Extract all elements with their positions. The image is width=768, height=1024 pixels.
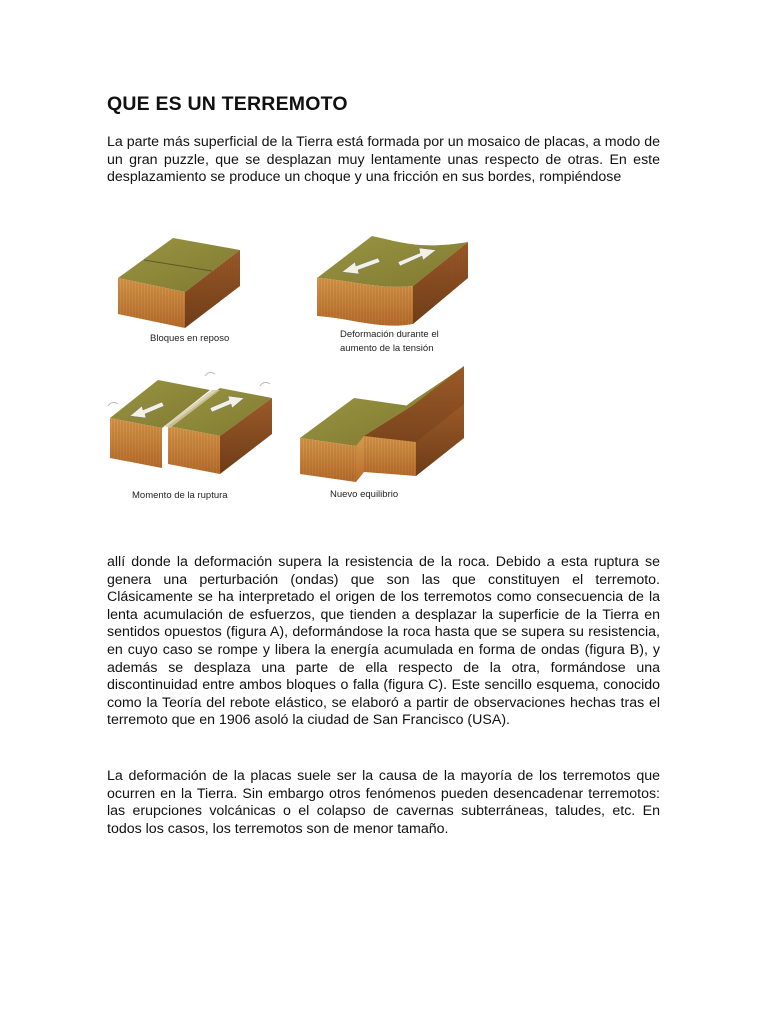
deformation-block-illustration: [317, 236, 468, 326]
intro-paragraph: La parte más superficial de la Tierra está formada por un mosaico de placas, a modo de un gran puzzle, que se desplazan muy lentamente unas respecto de otras. En este desplazamiento se produce un choque y una fricción en sus bordes, rompiéndose: [107, 134, 660, 186]
caption-equilibrium: Nuevo equilibrio: [330, 489, 399, 500]
new-equilibrium-block-illustration: [300, 366, 464, 482]
rupture-block-illustration: [108, 372, 272, 474]
caption-deformation-line2: aumento de la tensión: [340, 343, 434, 354]
caption-rupture: Momento de la ruptura: [132, 490, 228, 501]
body-paragraph-rebound-theory: allí donde la deformación supera la resistencia de la roca. Debido a esta ruptura se genera una perturbación (ondas) que son las que constituyen el terremoto. Clásicamente se ha interpretado el origen de los terremotos como consecuencia de la lenta acumulación de esfuerzos, que tienden a desplazar la superficie de la Tierra en sentidos opuestos (figura A), deformándose la roca hasta que se supera su resistencia, en cuyo caso se rompe y libera la energía acumulada en forma de ondas (figura B), y además se desplaza una parte de ella respecto de la otra, formándose una discontinuidad entre ambos bloques o falla (figura C). Este sencillo esquema, conocido como la Teoría del rebote elástico, se elaboró a partir de observaciones hechas tras el terremoto que en 1906 asoló la ciudad de San Francisco (USA).: [107, 554, 660, 729]
elastic-rebound-figure: [100, 220, 490, 510]
block-at-rest-illustration: [118, 238, 240, 328]
page-title: QUE ES UN TERREMOTO: [107, 93, 348, 115]
caption-deformation-line1: Deformación durante el: [340, 329, 439, 340]
caption-rest: Bloques en reposo: [150, 333, 230, 344]
body-paragraph-other-causes: La deformación de la placas suele ser la causa de la mayoría de los terremotos que ocurren en la Tierra. Sin embargo otros fenómenos pueden desencadenar terremotos: las erupciones volcánicas o el colapso de cavernas subterráneas, taludes, etc. En todos los casos, los terremotos son de menor tamaño.: [107, 768, 660, 837]
